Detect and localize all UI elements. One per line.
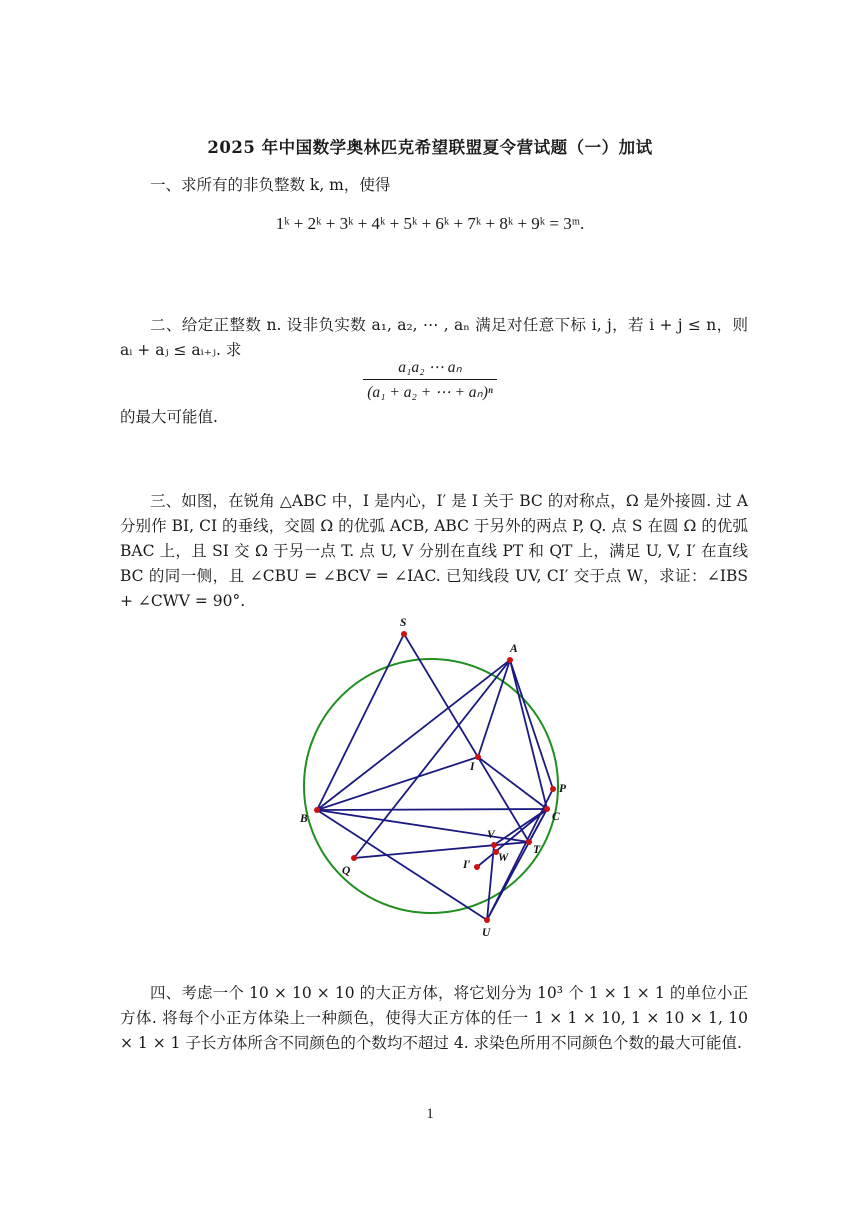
seg-a-c	[510, 660, 547, 809]
point-s	[401, 631, 407, 637]
seg-c-v	[494, 809, 547, 845]
problem-1-formula: 1ᵏ + 2ᵏ + 3ᵏ + 4ᵏ + 5ᵏ + 6ᵏ + 7ᵏ + 8ᵏ + 9ᵏ = 3ᵐ.	[275, 214, 585, 233]
point-u	[484, 917, 490, 923]
page-title: 2025 年中国数学奥林匹克希望联盟夏令营试题（一）加试	[207, 138, 653, 157]
seg-b-c	[317, 809, 547, 810]
seg-b-t	[317, 810, 529, 842]
problem-1-lead: 一、求所有的非负整数 k, m，使得	[150, 176, 391, 194]
problem-4-text: 四、考虑一个 10 × 10 × 10 的大正方体，将它划分为 10³ 个 1 × 1 × 1 的单位小正方体. 将每个小正方体染上一种颜色，使得大正方体的任一 1 × 1 × 10, 1 × 10 × 1, 10 × 1 × 1 子长方体所含不同颜色的个数均不超过 4. 求染色所用不同颜色个数的最大可能值.	[120, 984, 748, 1052]
fraction-denominator: (a₁ + a₂ + ⋯ + aₙ)ⁿ	[363, 379, 497, 402]
problem-2-fraction	[0, 358, 860, 402]
seg-c-t	[529, 809, 547, 842]
seg-a-p	[510, 660, 553, 789]
point-a	[507, 657, 513, 663]
label-T: T	[533, 844, 541, 856]
point-v	[491, 842, 497, 848]
point-b	[314, 807, 320, 813]
seg-a-b	[317, 660, 510, 810]
point-c	[544, 806, 550, 812]
label-B: B	[300, 813, 308, 825]
label-Iprime: I′	[463, 859, 471, 871]
label-U: U	[482, 927, 491, 939]
seg-s-t	[404, 634, 529, 842]
label-C: C	[552, 811, 560, 823]
label-A: A	[510, 643, 518, 655]
geometry-figure	[290, 612, 580, 942]
label-S: S	[400, 617, 407, 629]
problem-2-tail: 的最大可能值.	[120, 408, 218, 426]
label-Q: Q	[342, 865, 351, 877]
point-i	[475, 754, 481, 760]
label-V: V	[487, 829, 495, 841]
point-ip	[474, 864, 480, 870]
point-t	[526, 839, 532, 845]
seg-a-i	[478, 660, 510, 757]
label-I: I	[470, 761, 475, 773]
point-q	[351, 855, 357, 861]
page-number: 1	[426, 1106, 434, 1122]
problem-2-text: 二、给定正整数 n. 设非负实数 a₁, a₂, ⋯ , aₙ 满足对任意下标 i, j，若 i + j ≤ n，则 aᵢ + aⱼ ≤ aᵢ₊ⱼ. 求	[120, 316, 748, 359]
label-W: W	[498, 852, 509, 864]
point-p	[550, 786, 556, 792]
label-P: P	[559, 783, 567, 795]
problem-3-text: 三、如图，在锐角 △ABC 中，I 是内心，I′ 是 I 关于 BC 的对称点，Ω 是外接圆. 过 A 分别作 BI, CI 的垂线，交圆 Ω 的优弧 ACB, ABC 于另外的两点 P, Q. 点 S 在圆 Ω 的优弧 BAC 上，且 SI 交 Ω 于另一点 T. 点 U, V 分别在直线 PT 和 QT 上，满足 U, V, I′ 在直线 BC 的同一侧，且 ∠CBU = ∠BCV = ∠IAC. 已知线段 UV, CI′ 交于点 W，求证：∠IBS + ∠CWV = 90°.	[120, 492, 748, 610]
seg-s-b	[317, 634, 404, 810]
fraction-numerator: a₁a₂ ⋯ aₙ	[398, 359, 462, 376]
